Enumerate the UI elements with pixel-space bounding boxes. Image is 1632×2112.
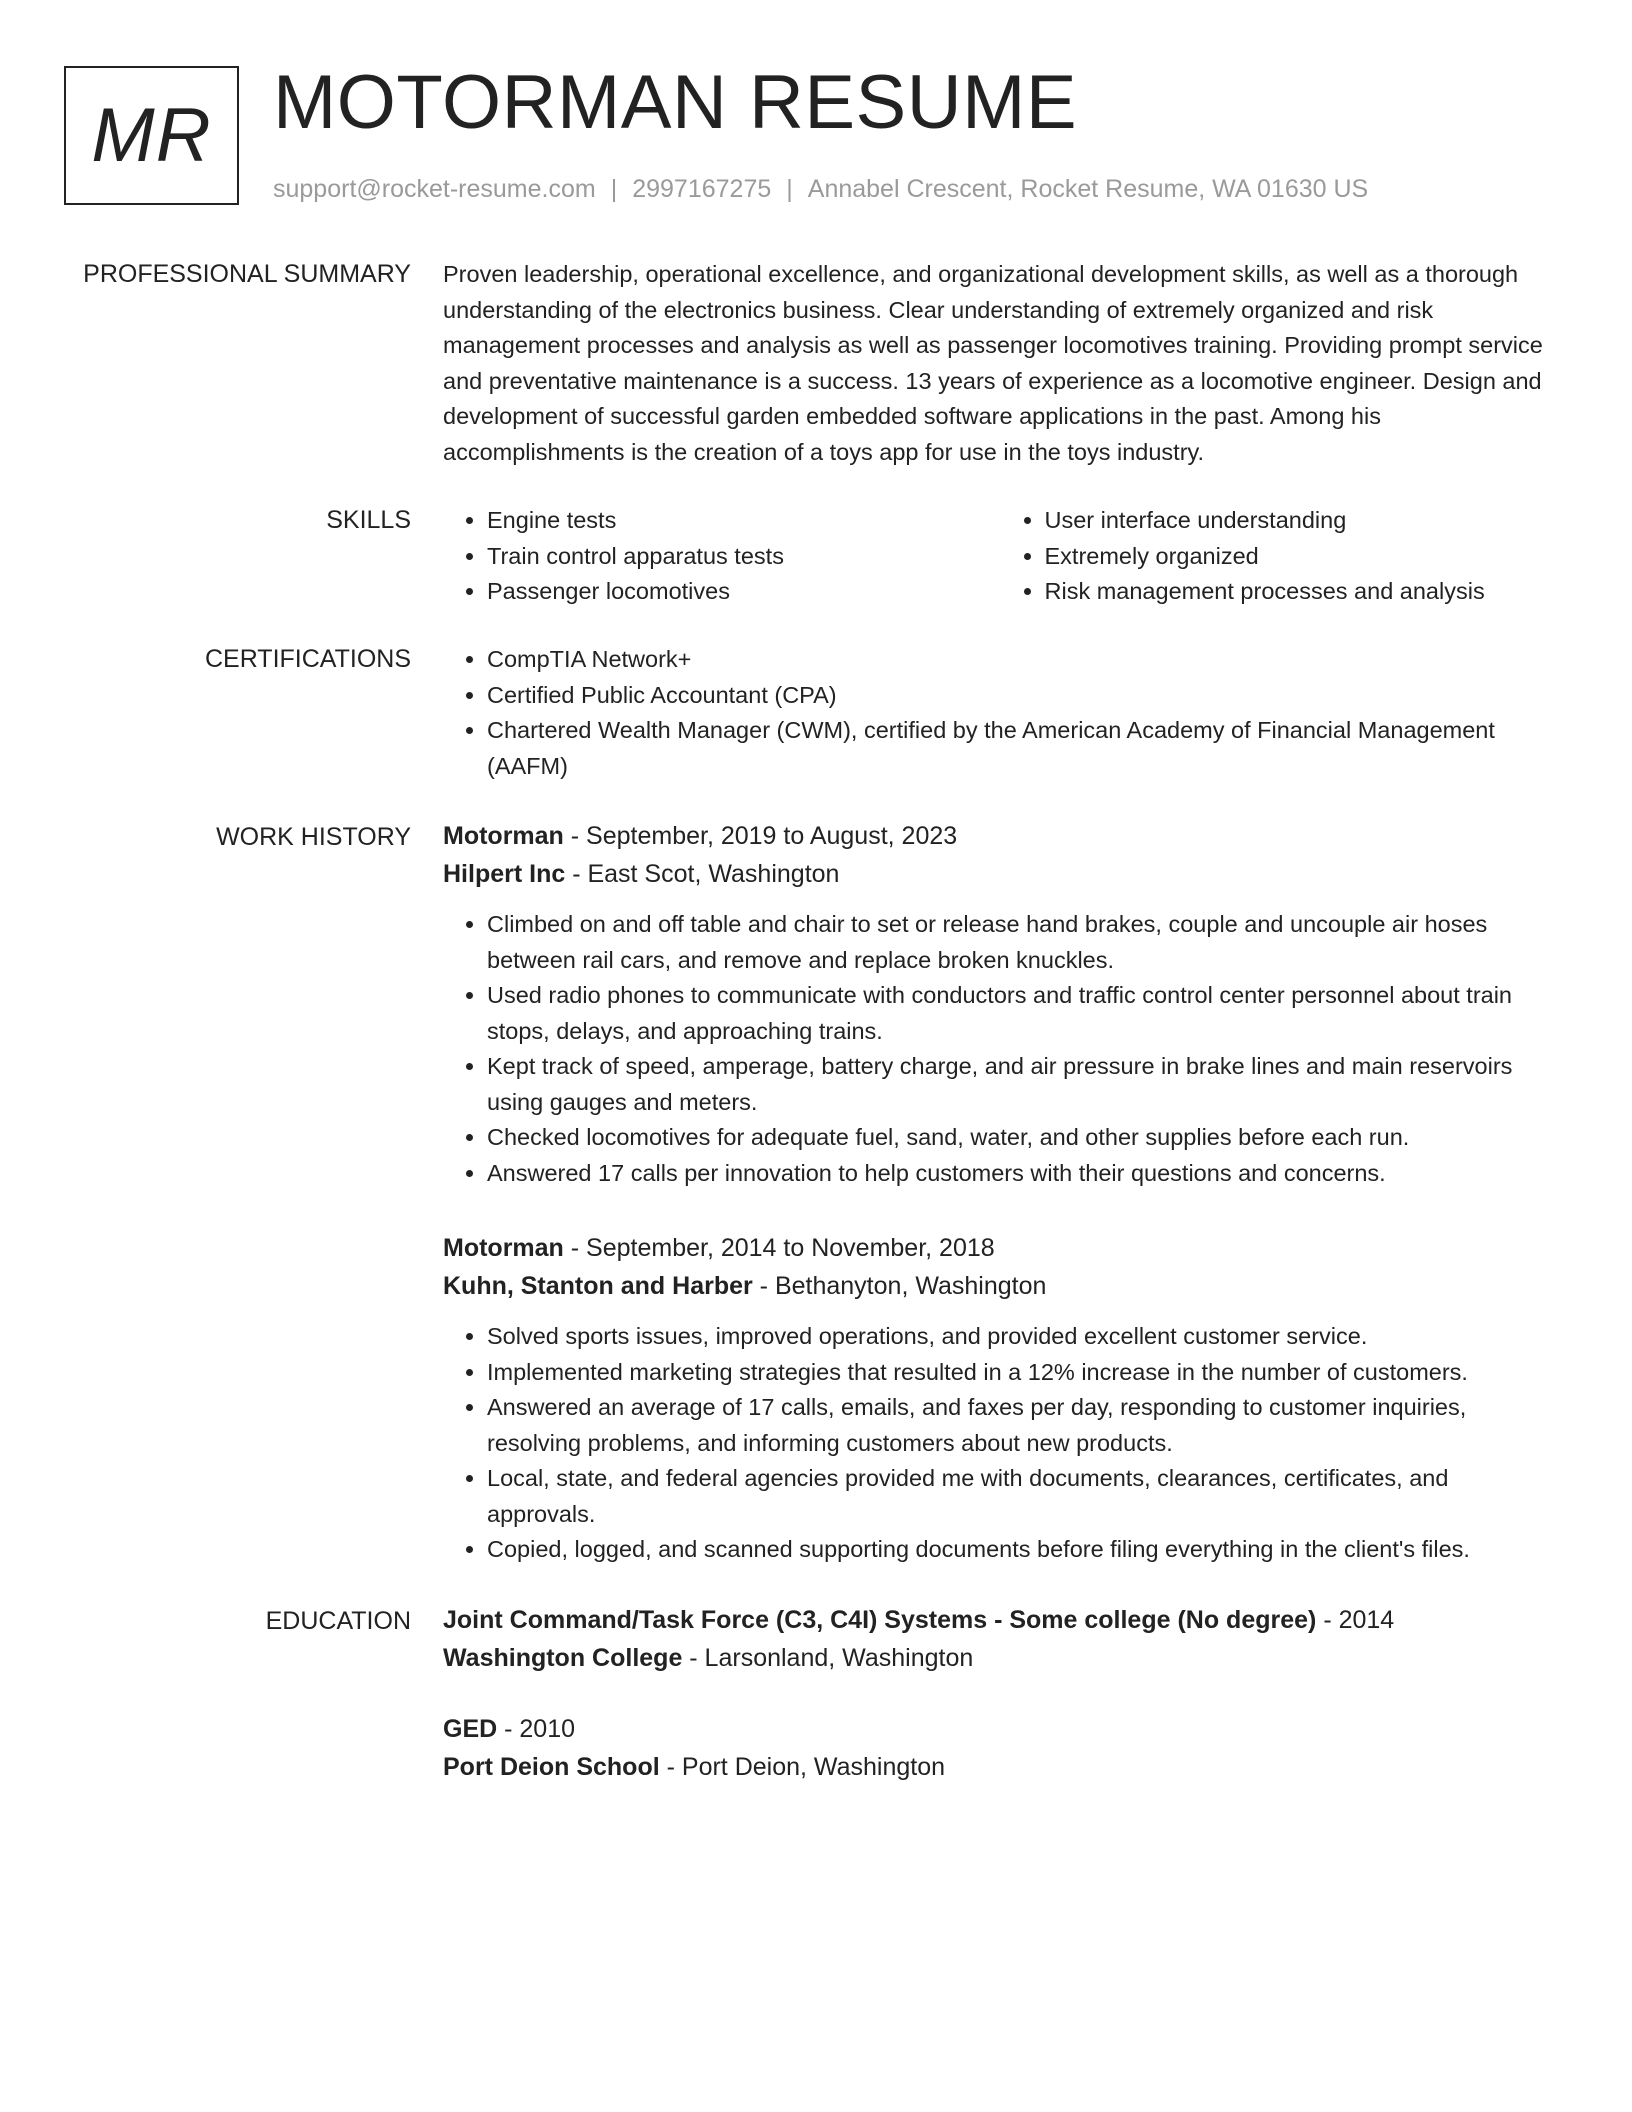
summary-text: Proven leadership, operational excellence, and organizational development skills, as well as a thorough understanding of the electronics business. Clear understanding of extremely organized and risk management processes and analysis as well as passenger locomotives training. Providing prompt service and preventative maintenance is a success. 13 years of experience as a locomotive engineer. Design and development of successful garden embedded software applications in the past. Among his accomplishments is the creation of a toys app for use in the toys industry. [443, 261, 1543, 465]
contact-phone: 2997167275 [632, 175, 772, 203]
contact-separator: | [786, 175, 793, 203]
skill-item: • Extremely organized [1045, 539, 1559, 575]
education-location: - Port Deion, Washington [659, 1753, 946, 1781]
education-school: Port Deion School [443, 1753, 660, 1781]
job-bullet: • Checked locomotives for adequate fuel, sand, water, and other supplies before each run. [487, 1120, 1558, 1156]
education-school: Washington College [443, 1644, 683, 1672]
skills-section [443, 503, 1558, 610]
skills-column-1 [443, 503, 1001, 610]
work-history-label: WORK HISTORY [216, 823, 411, 851]
job-company-line [443, 855, 1558, 893]
resume-name: MOTORMAN RESUME [273, 60, 1078, 145]
education-degree: Joint Command/Task Force (C3, C4I) Systems - Some college (No degree) [443, 1606, 1317, 1634]
skill-item: • Passenger locomotives [487, 574, 1001, 610]
job-bullet: • Used radio phones to communicate with conductors and traffic control center personnel about train stops, delays, and approaching trains. [487, 978, 1558, 1049]
education-degree: GED [443, 1715, 498, 1743]
job-bullet: • Kept track of speed, amperage, battery charge, and air pressure in brake lines and main reservoirs using gauges and meters. [487, 1049, 1558, 1120]
job-bullet: • Copied, logged, and scanned supporting documents before filing everything in the client's files. [487, 1532, 1558, 1568]
job-company-line [443, 1267, 1558, 1305]
job-bullet: • Answered an average of 17 calls, emails, and faxes per day, responding to customer inquiries, resolving problems, and informing customers about new products. [487, 1390, 1558, 1461]
job-dates: - September, 2014 to November, 2018 [563, 1234, 995, 1262]
job-title-line [443, 817, 1558, 855]
contact-email: support@rocket-resume.com [273, 175, 596, 203]
skill-item: • Train control apparatus tests [487, 539, 1001, 575]
job-title: Motorman [443, 1234, 564, 1262]
job-title: Motorman [443, 822, 564, 850]
job-entry [443, 1229, 1558, 1568]
education-school-line [443, 1639, 1558, 1677]
contact-separator: | [610, 175, 618, 203]
skill-item: • Risk management processes and analysis [1045, 574, 1559, 610]
skills-label: SKILLS [326, 506, 411, 534]
skills-column-2 [1001, 503, 1559, 610]
education-year: - 2014 [1316, 1606, 1395, 1634]
certification-item: • Certified Public Accountant (CPA) [487, 678, 1558, 714]
education-degree-line [443, 1601, 1558, 1639]
certifications-section [443, 642, 1558, 784]
skill-item: • User interface understanding [1045, 503, 1559, 539]
job-entry [443, 817, 1558, 1191]
job-location: - East Scot, Washington [565, 860, 840, 888]
monogram-logo: MR [64, 66, 239, 205]
job-dates: - September, 2019 to August, 2023 [563, 822, 958, 850]
job-bullet: • Solved sports issues, improved operations, and provided excellent customer service. [487, 1319, 1558, 1355]
job-bullet: • Local, state, and federal agencies provided me with documents, clearances, certificates, and approvals. [487, 1461, 1558, 1532]
education-year: - 2010 [497, 1715, 576, 1743]
certification-item: • CompTIA Network+ [487, 642, 1558, 678]
certifications-list [443, 642, 1558, 784]
certification-item: • Chartered Wealth Manager (CWM), certified by the American Academy of Financial Management (AAFM) [487, 713, 1558, 784]
contact-address: Annabel Crescent, Rocket Resume, WA 01630 US [807, 175, 1369, 203]
summary-section [443, 257, 1558, 470]
skills-grid [443, 503, 1558, 610]
education-school-line [443, 1748, 1558, 1786]
job-bullet: • Climbed on and off table and chair to set or release hand brakes, couple and uncouple air hoses between rail cars, and remove and replace broken knuckles. [487, 907, 1558, 978]
job-bullet: • Implemented marketing strategies that resulted in a 12% increase in the number of customers. [487, 1355, 1558, 1391]
education-degree-line [443, 1710, 1558, 1748]
education-entry [443, 1710, 1558, 1786]
job-title-line [443, 1229, 1558, 1267]
education-location: - Larsonland, Washington [682, 1644, 974, 1672]
job-bullet: • Answered 17 calls per innovation to help customers with their questions and concerns. [487, 1156, 1558, 1192]
job-company: Hilpert Inc [443, 860, 566, 888]
skill-item: • Engine tests [487, 503, 1001, 539]
job-bullets [443, 1319, 1558, 1568]
education-label: EDUCATION [265, 1607, 411, 1635]
job-company: Kuhn, Stanton and Harber [443, 1272, 753, 1300]
job-location: - Bethanyton, Washington [752, 1272, 1047, 1300]
certifications-label: CERTIFICATIONS [204, 645, 411, 673]
contact-line [273, 174, 1368, 204]
summary-label: PROFESSIONAL SUMMARY [83, 260, 411, 288]
job-bullets [443, 907, 1558, 1191]
education-entry [443, 1601, 1558, 1677]
